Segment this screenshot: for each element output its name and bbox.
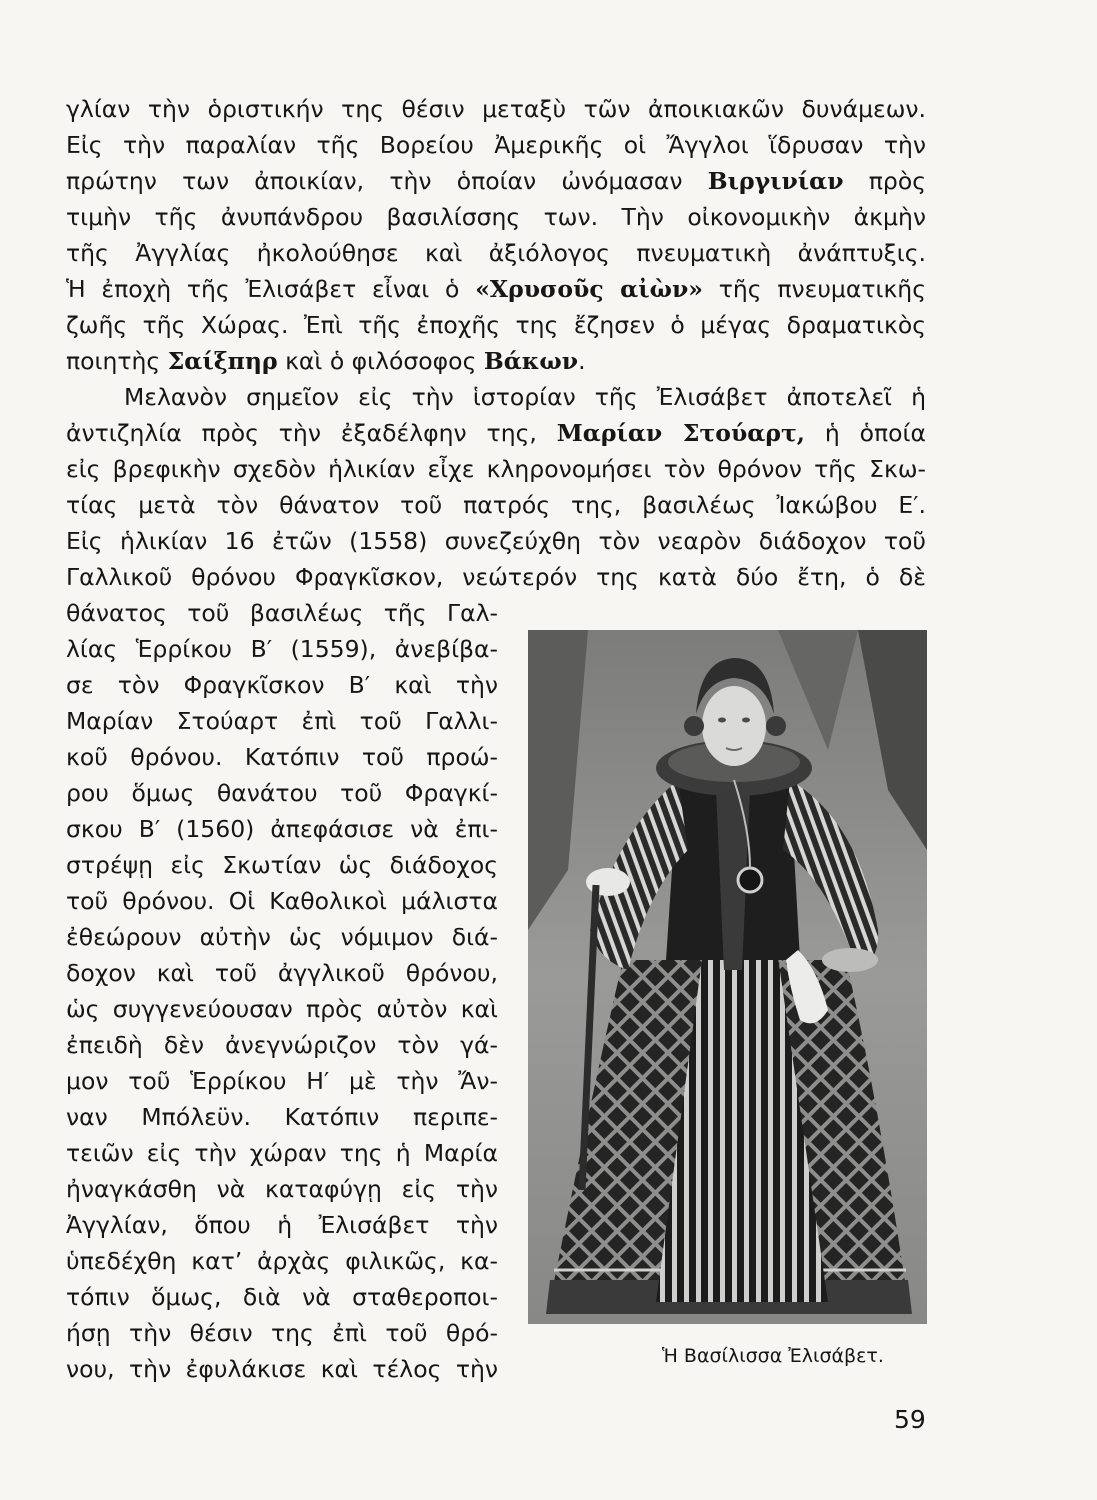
text-line: Μαρίαν Στούαρτ ἐπὶ τοῦ Γαλλι- (66, 707, 498, 735)
page-number: 59 (894, 1405, 926, 1434)
text-line: ὡς συγγενεύουσαν πρὸς αὐτὸν καὶ (66, 995, 498, 1023)
text-line: τῆς Ἀγγλίας ἠκολούθησε καὶ ἀξιόλογος πνευματικὴ ἀνάπτυξις. (66, 239, 926, 267)
bold-term: «Χρυσοῦς αἰὼν» (475, 275, 703, 303)
text-line: ποιητὴς Σαίξπηρ καὶ ὁ φιλόσοφος Βάκων. (66, 347, 586, 375)
text-line: Ἡ ἐποχὴ τῆς Ἐλισάβετ εἶναι ὁ «Χρυσοῦς αἰὼν» τῆς πνευματικῆς (66, 275, 926, 303)
text-line: γλίαν τὴν ὁριστικήν της θέσιν μεταξὺ τῶν ἀποικιακῶν δυνάμεων. (66, 95, 926, 123)
text-line: σκου Β′ (1560) ἀπεφάσισε νὰ ἐπι- (66, 815, 498, 843)
text-line: δοχον καὶ τοῦ ἀγγλικοῦ θρόνου, (66, 959, 498, 987)
text-line: ἐθεώρουν αὐτὴν ὡς νόμιμον διά- (66, 923, 498, 951)
text-line: λίας Ἑρρίκου Β′ (1559), ἀνεβίβα- (66, 635, 498, 663)
text-line: θάνατος τοῦ βασιλέως τῆς Γαλ- (66, 599, 498, 627)
text-line: ζωῆς τῆς Χώρας. Ἐπὶ τῆς ἐποχῆς της ἔζησεν ὁ μέγας δραματικὸς (66, 311, 926, 339)
text-line: ναν Μπόλεϋν. Κατόπιν περιπε- (66, 1103, 498, 1131)
text-line: Εἰς ἡλικίαν 16 ἐτῶν (1558) συνεζεύχθη τὸν νεαρὸν διάδοχον τοῦ (66, 527, 926, 555)
portrait-image (528, 630, 927, 1324)
text-line: Ἀγγλίαν, ὅπου ἡ Ἐλισάβετ τὴν (66, 1211, 498, 1239)
text-line: ἀντιζηλία πρὸς τὴν ἐξαδέλφην της, Μαρίαν Στούαρτ, ἡ ὁποία (66, 419, 927, 447)
text-line: τίας μετὰ τὸν θάνατον τοῦ πατρός της, βασιλέως Ἰακώβου Ε′. (66, 491, 926, 519)
text-line: ἠναγκάσθη νὰ καταφύγῃ εἰς τὴν (66, 1175, 498, 1203)
text-line: τόπιν ὅμως, διὰ νὰ σταθεροποι- (66, 1283, 498, 1311)
text-line: στρέψῃ εἰς Σκωτίαν ὡς διάδοχος (66, 851, 498, 879)
figure-caption: Ἡ Βασίλισσα Ἐλισάβετ. (662, 1345, 884, 1367)
text-line: κοῦ θρόνου. Κατόπιν τοῦ προώ- (66, 743, 498, 771)
text-line: τειῶν εἰς τὴν χώραν της ἡ Μαρία (66, 1139, 498, 1167)
text-line: ήσῃ τὴν θέσιν της ἐπὶ τοῦ θρό- (66, 1319, 498, 1347)
bold-term: Σαίξπηρ (167, 347, 278, 375)
text-line: μον τοῦ Ἑρρίκου Η′ μὲ τὴν Ἄν- (66, 1067, 498, 1095)
text-line: σε τὸν Φραγκῖσκον Β′ καὶ τὴν (66, 671, 498, 699)
text-line: ὑπεδέχθη κατ’ ἀρχὰς φιλικῶς, κα- (66, 1247, 498, 1275)
text-line: Γαλλικοῦ θρόνου Φραγκῖσκον, νεώτερόν της κατὰ δύο ἔτη, ὁ δὲ (66, 563, 926, 591)
bold-term: Βιργινίαν (707, 167, 844, 195)
text-line: Μελανὸν σημεῖον εἰς τὴν ἱστορίαν τῆς Ἐλισάβετ ἀποτελεῖ ἡ (124, 383, 926, 411)
text-line: Εἰς τὴν παραλίαν τῆς Βορείου Ἀμερικῆς οἱ Ἄγγλοι ἵδρυσαν τὴν (66, 131, 926, 159)
text-line: νου, τὴν ἐφυλάκισε καὶ τέλος τὴν (66, 1355, 498, 1383)
text-line: ἐπειδὴ δὲν ἀνεγνώριζον τὸν γά- (66, 1031, 498, 1059)
text-line: ρου ὅμως θανάτου τοῦ Φραγκί- (66, 779, 498, 807)
bold-term: Βάκων (483, 347, 579, 375)
text-line: τοῦ θρόνου. Οἱ Καθολικοὶ μάλιστα (66, 887, 498, 915)
text-line: πρώτην των ἀποικίαν, τὴν ὁποίαν ὠνόμασαν Βιργινίαν πρὸς (66, 167, 926, 195)
text-line: τιμὴν τῆς ἀνυπάνδρου βασιλίσσης των. Τὴν οἰκονομικὴν ἀκμὴν (66, 203, 926, 231)
text-line: εἰς βρεφικὴν σχεδὸν ἡλικίαν εἶχε κληρονομήσει τὸν θρόνον τῆς Σκω- (66, 455, 926, 483)
bold-term: Μαρίαν Στούαρτ, (556, 419, 805, 447)
